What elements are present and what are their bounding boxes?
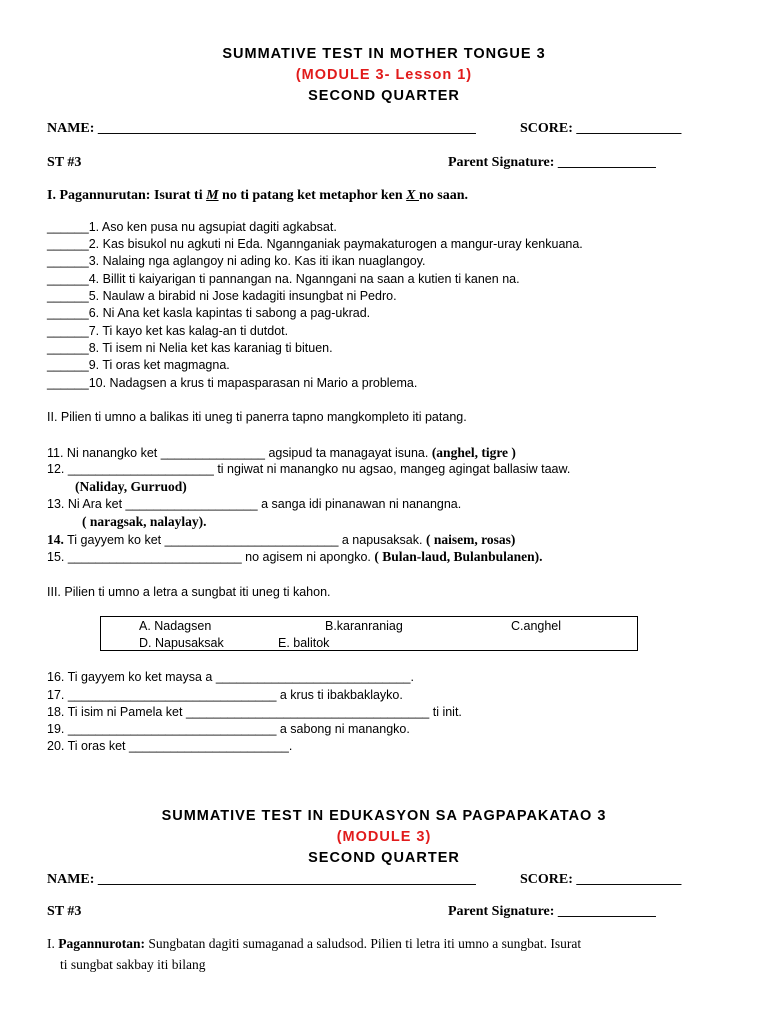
item-20[interactable]: 20. Ti oras ket _______________________. — [47, 739, 293, 753]
test2-parent-signature-field[interactable]: Parent Signature: ______________ — [448, 904, 656, 919]
test2-title: SUMMATIVE TEST IN EDUKASYON SA PAGPAPAKATAO 3 — [161, 808, 607, 824]
test1-module: (MODULE 3- Lesson 1) — [295, 67, 473, 83]
test1-st-label: ST #3 — [47, 155, 82, 170]
section3-instruction: III. Pilien ti umno a letra a sungbat iti uneg ti kahon. — [47, 585, 331, 599]
choice-b: B.karanraniag — [325, 619, 403, 633]
test2-quarter: SECOND QUARTER — [308, 850, 460, 866]
test1-title: SUMMATIVE TEST IN MOTHER TONGUE 3 — [222, 46, 546, 62]
item-14-text: Ti gayyem ko ket _________________________ a napusaksak. — [63, 533, 423, 547]
test2-instr-prefix: I. — [47, 936, 59, 951]
item-4[interactable]: ______4. Billit ti kaiyarigan ti pannangan na. Nganngani na saan a kutien ti kanen na. — [47, 272, 520, 286]
item-12[interactable]: 12. _____________________ ti ngiwat ni manangko nu agsao, mangeg agingat ballasiw taaw. — [47, 462, 571, 476]
section2-instruction: II. Pilien ti umno a balikas iti uneg ti panerra tapno mangkompleto iti patang. — [47, 410, 467, 424]
item-2[interactable]: ______2. Kas bisukol nu agkuti ni Eda. Ngannganiak paymakaturogen a mangur-uray kenkuana. — [47, 237, 583, 251]
item-9[interactable]: ______9. Ti oras ket magmagna. — [47, 358, 230, 372]
test2-instr-text: Sungbatan dagiti sumaganad a saludsod. Pilien ti letra iti umno a sungbat. Isurat — [145, 936, 582, 951]
item-15-text: 15. _________________________ no agisem ni apongko. — [47, 550, 371, 564]
item-10[interactable]: ______10. Nadagsen a krus ti mapasparasan ni Mario a problema. — [47, 376, 418, 390]
choice-a: A. Nadagsen — [139, 619, 212, 633]
item-18[interactable]: 18. Ti isim ni Pamela ket ___________________________________ ti init. — [47, 705, 462, 719]
item-5[interactable]: ______5. Naulaw a birabid ni Jose kadagiti insungbat ni Pedro. — [47, 289, 397, 303]
section1-x: X — [406, 188, 419, 203]
section1-prefix: I. Pagannurutan: Isurat ti — [47, 188, 207, 203]
test1-parent-signature-field[interactable]: Parent Signature: ______________ — [448, 155, 656, 170]
item-13-options: ( naragsak, nalaylay). — [82, 514, 207, 529]
test2-instruction-line2: ti sungbat sakbay iti bilang — [60, 957, 206, 972]
item-13[interactable]: 13. Ni Ara ket ___________________ a sanga idi pinanawan ni nanangna. — [47, 497, 462, 511]
item-15[interactable] — [47, 549, 542, 565]
item-11-text: 11. Ni nanangko ket _______________ agsipud ta managayat isuna. — [47, 446, 429, 460]
choice-e: E. balitok — [278, 636, 330, 650]
item-8[interactable]: ______8. Ti isem ni Nelia ket kas karaniag ti bituen. — [47, 341, 333, 355]
section1-suffix: no saan. — [418, 188, 469, 203]
item-15-options: ( Bulan-laud, Bulanbulanen). — [374, 549, 543, 564]
section1-m: M — [206, 188, 219, 203]
item-17[interactable]: 17. ______________________________ a krus ti ibakbaklayko. — [47, 688, 403, 702]
item-11[interactable] — [47, 445, 516, 461]
item-1[interactable]: ______1. Aso ken pusa nu agsupiat dagiti agkabsat. — [47, 220, 337, 234]
test1-score-field[interactable]: SCORE: _______________ — [520, 121, 682, 136]
test2-score-field[interactable]: SCORE: _______________ — [520, 872, 682, 887]
test2-instr-bold: Pagannurotan: — [58, 936, 146, 951]
test2-module: (MODULE 3) — [336, 829, 432, 845]
item-7[interactable]: ______7. Ti kayo ket kas kalag-an ti dutdot. — [47, 324, 289, 338]
item-11-options: (anghel, tigre ) — [431, 445, 516, 460]
test1-name-field[interactable]: NAME: ______________________________________________________ — [47, 121, 476, 136]
item-6[interactable]: ______6. Ni Ana ket kasla kapintas ti sabong a pag-ukrad. — [47, 306, 371, 320]
section1-instruction — [47, 188, 468, 204]
item-12-options: (Naliday, Gurruod) — [75, 479, 187, 494]
item-16[interactable]: 16. Ti gayyem ko ket maysa a ____________________________. — [47, 670, 414, 684]
choice-d: D. Napusaksak — [139, 636, 224, 650]
test1-quarter: SECOND QUARTER — [308, 88, 460, 104]
test2-instruction-line1 — [47, 936, 581, 952]
section1-mid: no ti patang ket metaphor ken — [218, 188, 407, 203]
test2-st-label: ST #3 — [47, 904, 82, 919]
item-14-options: ( naisem, rosas) — [425, 532, 516, 547]
item-14[interactable] — [47, 532, 515, 548]
item-19[interactable]: 19. ______________________________ a sabong ni manangko. — [47, 722, 410, 736]
test2-name-field[interactable]: NAME: ______________________________________________________ — [47, 872, 476, 887]
item-3[interactable]: ______3. Nalaing nga aglangoy ni ading ko. Kas iti ikan nuaglangoy. — [47, 254, 426, 268]
item-14-number: 14. — [47, 532, 64, 547]
choice-c: C.anghel — [511, 619, 562, 633]
